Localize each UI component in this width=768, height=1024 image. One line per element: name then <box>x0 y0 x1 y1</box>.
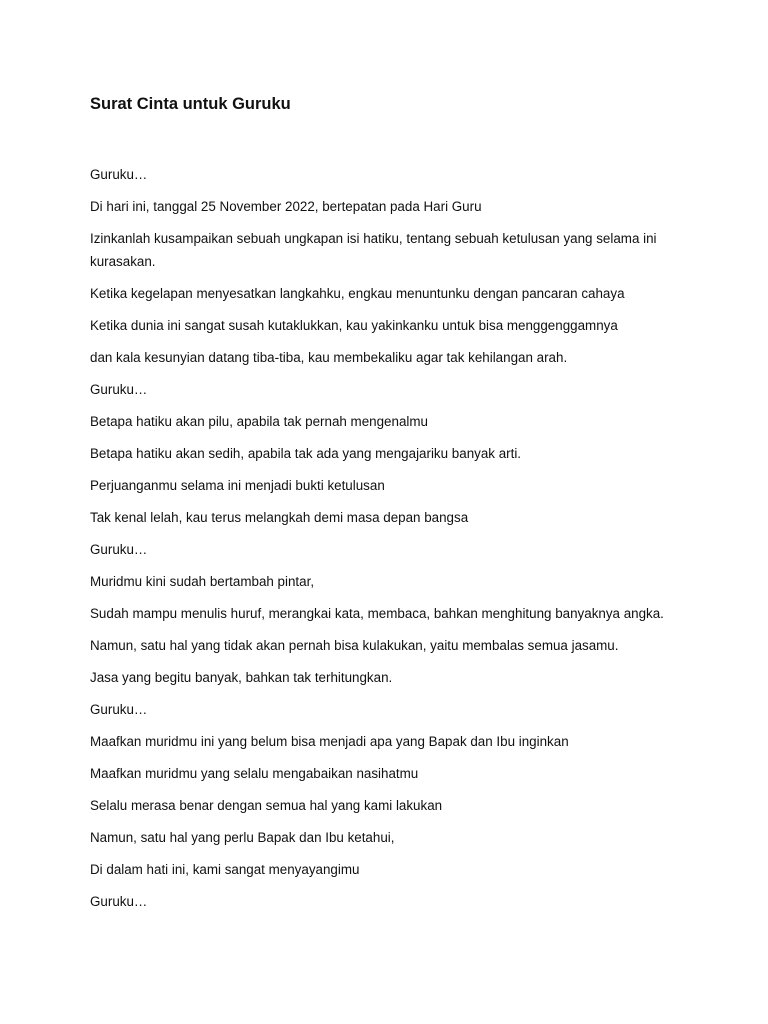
paragraph: Guruku… <box>90 702 148 717</box>
paragraph: Namun, satu hal yang perlu Bapak dan Ibu ketahui, <box>90 830 395 845</box>
document-title: Surat Cinta untuk Guruku <box>90 95 291 113</box>
paragraph: Maafkan muridmu ini yang belum bisa menjadi apa yang Bapak dan Ibu inginkan <box>90 734 569 749</box>
paragraph: Guruku… <box>90 894 148 909</box>
paragraph: Muridmu kini sudah bertambah pintar, <box>90 574 315 589</box>
paragraph: dan kala kesunyian datang tiba-tiba, kau membekaliku agar tak kehilangan arah. <box>90 350 568 365</box>
paragraph: Ketika dunia ini sangat susah kutaklukkan, kau yakinkanku untuk bisa menggenggamnya <box>90 318 618 333</box>
paragraph: Maafkan muridmu yang selalu mengabaikan nasihatmu <box>90 766 419 781</box>
paragraph: Jasa yang begitu banyak, bahkan tak terhitungkan. <box>90 670 393 685</box>
paragraph: Guruku… <box>90 542 148 557</box>
paragraph: Guruku… <box>90 167 148 182</box>
paragraph: Tak kenal lelah, kau terus melangkah demi masa depan bangsa <box>90 510 469 525</box>
paragraph: Di hari ini, tanggal 25 November 2022, bertepatan pada Hari Guru <box>90 199 482 214</box>
paragraph: Selalu merasa benar dengan semua hal yang kami lakukan <box>90 798 443 813</box>
paragraph: Perjuanganmu selama ini menjadi bukti ketulusan <box>90 478 385 493</box>
paragraph: Namun, satu hal yang tidak akan pernah bisa kulakukan, yaitu membalas semua jasamu. <box>90 638 619 653</box>
letter-body <box>90 163 690 922</box>
paragraph: Ketika kegelapan menyesatkan langkahku, engkau menuntunku dengan pancaran cahaya <box>90 286 625 301</box>
paragraph: Guruku… <box>90 382 148 397</box>
paragraph: Di dalam hati ini, kami sangat menyayangimu <box>90 862 360 877</box>
paragraph: Betapa hatiku akan pilu, apabila tak pernah mengenalmu <box>90 414 428 429</box>
paragraph: Betapa hatiku akan sedih, apabila tak ada yang mengajariku banyak arti. <box>90 446 522 461</box>
paragraph: Sudah mampu menulis huruf, merangkai kata, membaca, bahkan menghitung banyaknya angka. <box>90 606 664 621</box>
paragraph: Izinkanlah kusampaikan sebuah ungkapan isi hatiku, tentang sebuah ketulusan yang selama ini kurasakan. <box>90 231 657 269</box>
